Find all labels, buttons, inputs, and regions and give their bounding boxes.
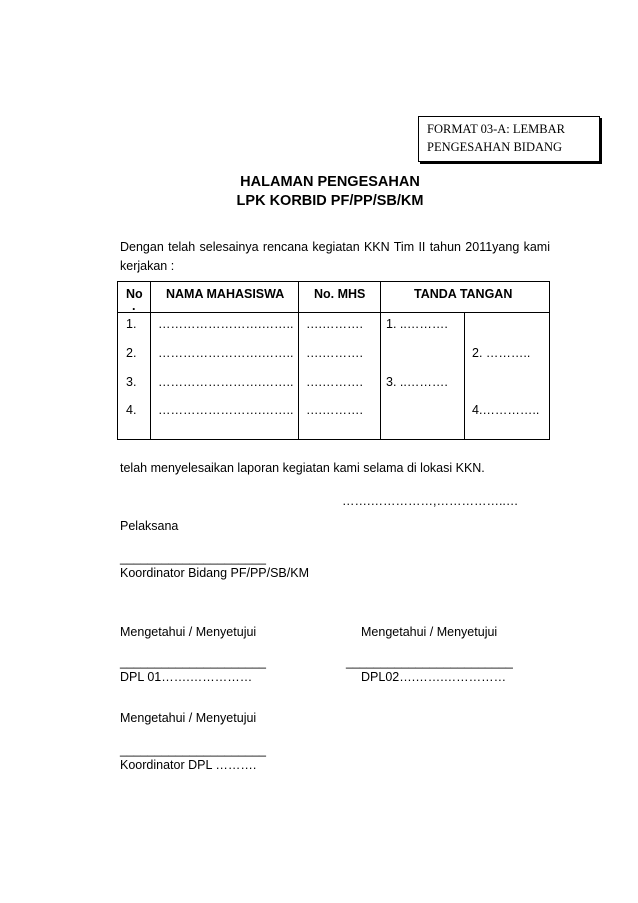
format-label-line2: PENGESAHAN BIDANG bbox=[427, 140, 563, 154]
approval-left-name: DPL 01…….…………… bbox=[120, 670, 253, 684]
approval-right-label: Mengetahui / Menyetujui bbox=[361, 625, 498, 639]
row-2-nama: …………………….…….. bbox=[158, 346, 294, 360]
row-4-no: 4. bbox=[126, 403, 137, 417]
format-label-line1: FORMAT 03-A: LEMBAR bbox=[427, 122, 565, 136]
signature-4: 4.………….. bbox=[472, 403, 540, 417]
approval-bottom-name: Koordinator DPL ………. bbox=[120, 758, 257, 772]
approval-right-name: DPL02….…….…………… bbox=[361, 670, 507, 684]
signature-2: 2. ……….. bbox=[472, 346, 531, 360]
place-date-line: …….……………,……………..… bbox=[342, 494, 519, 508]
row-3-no: 3. bbox=[126, 375, 137, 389]
intro-paragraph: Dengan telah selesainya rencana kegiatan KKN Tim II tahun 2011yang kami kerjakan : bbox=[120, 240, 550, 273]
row-4-nomhs: ….………. bbox=[306, 403, 363, 417]
header-no-mhs: No. MHS bbox=[314, 287, 366, 301]
approval-right-signature-line: ________________________ bbox=[346, 655, 513, 669]
row-1-nama: …………………….…….. bbox=[158, 317, 294, 331]
row-3-nama: …………………….…….. bbox=[158, 375, 294, 389]
pelaksana-name: Koordinator Bidang PF/PP/SB/KM bbox=[120, 566, 309, 580]
header-nama-mahasiswa: NAMA MAHASISWA bbox=[166, 287, 285, 301]
row-2-nomhs: ….………. bbox=[306, 346, 363, 360]
approval-bottom-label: Mengetahui / Menyetujui bbox=[120, 711, 257, 725]
page-title: HALAMAN PENGESAHAN bbox=[240, 174, 420, 190]
row-1-nomhs: ….………. bbox=[306, 317, 363, 331]
header-no-dot: . bbox=[132, 299, 136, 313]
row-1-no: 1. bbox=[126, 317, 137, 331]
row-4-nama: …………………….…….. bbox=[158, 403, 294, 417]
signature-3: 3. ..………. bbox=[386, 375, 448, 389]
pelaksana-label: Pelaksana bbox=[120, 519, 179, 533]
row-3-nomhs: ….………. bbox=[306, 375, 363, 389]
pelaksana-signature-line: _____________________ bbox=[120, 551, 266, 565]
signature-1: 1. ..………. bbox=[386, 317, 448, 331]
row-2-no: 2. bbox=[126, 346, 137, 360]
approval-left-signature-line: _____________________ bbox=[120, 655, 266, 669]
statement-text: telah menyelesaikan laporan kegiatan kami selama di lokasi KKN. bbox=[120, 461, 485, 475]
student-signature-table bbox=[117, 281, 550, 440]
page-subtitle: LPK KORBID PF/PP/SB/KM bbox=[236, 193, 424, 209]
format-label-box bbox=[418, 116, 600, 162]
approval-left-label: Mengetahui / Menyetujui bbox=[120, 625, 257, 639]
header-tanda-tangan: TANDA TANGAN bbox=[414, 287, 513, 301]
approval-bottom-signature-line: _____________________ bbox=[120, 743, 266, 757]
header-no: No bbox=[126, 287, 143, 301]
